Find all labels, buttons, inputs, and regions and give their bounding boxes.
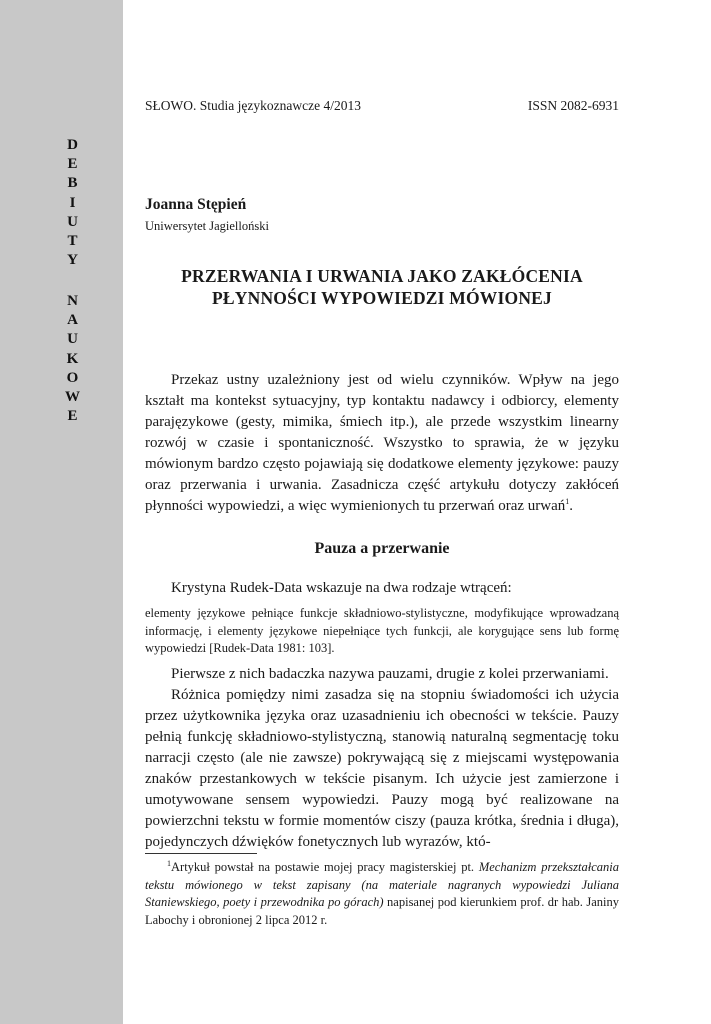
sidebar-letter: O	[66, 369, 79, 386]
article-title	[145, 265, 619, 309]
footnote-ref: 1	[565, 497, 570, 506]
journal-title: SŁOWO. Studia językoznawcze 4/2013	[145, 98, 361, 113]
sidebar-letter: N	[67, 293, 78, 309]
sidebar-letter: B	[67, 175, 78, 192]
footnote-text: napisanej pod kierunkiem prof. dr hab. Janiny Labochy i obronionej 2 lipca 2012 r.	[145, 895, 619, 927]
body-paragraph: Pierwsze z nich badaczka nazywa pauzami, drugie z kolei przerwaniami.	[171, 666, 609, 682]
sidebar-letter: Y	[67, 252, 78, 269]
sidebar-letter: A	[67, 312, 78, 329]
section-intro	[145, 578, 619, 599]
section-body	[145, 664, 619, 853]
sidebar-letter: U	[67, 213, 78, 230]
sidebar-letter: I	[69, 194, 76, 211]
sidebar-letter: U	[67, 331, 78, 348]
sidebar-label-debiuty	[0, 136, 145, 270]
quote-text: elementy językowe pełniące funkcje składniowo-stylistyczne, modyfikujące wprowadzaną informację, i elementy językowe niepełniące tych funkcji, ale korygujące sens lub formę wypowiedzi [Rudek-Data 1981: 103].	[145, 606, 619, 655]
title-line: PRZERWANIA I URWANIA JAKO ZAKŁÓCENIA	[181, 266, 583, 286]
sidebar-letter: E	[67, 156, 78, 173]
footnote-mark: 1	[167, 858, 171, 868]
abstract-end: .	[569, 498, 574, 514]
abstract-text: Przekaz ustny uzależniony jest od wielu czynników. Wpływ na jego kształt ma kontekst sytuacyjny, typ kontaktu nadawcy i odbiorcy, elementy parajęzykowe (gesty, mimika, śmiech itp.), ale przede wszystkim linearny rozwój w czasie i spontaniczność. Wszystko to sprawia, że w języku mówionym bardzo często pojawiają się dodatkowe elementy językowe: pauzy oraz przerwania i urwania. Zasadnicza część artykułu dotyczy zakłóceń płynności wypowiedzi, a więc wymienionych tu przerwań oraz urwań	[145, 372, 619, 514]
intro-paragraph: Krystyna Rudek-Data wskazuje na dwa rodzaje wtrąceń:	[171, 580, 512, 596]
sidebar-letter: W	[65, 389, 80, 406]
sidebar-letter: E	[67, 408, 78, 425]
author-name: Joanna Stępień	[145, 196, 247, 213]
author-affiliation: Uniwersytet Jagielloński	[145, 219, 269, 233]
title-line: PŁYNNOŚCI WYPOWIEDZI MÓWIONEJ	[212, 288, 552, 308]
running-header	[145, 98, 619, 114]
block-quote	[145, 605, 619, 658]
footnote-text: Artykuł powstał na postawie mojej pracy magisterskiej pt.	[171, 860, 479, 874]
abstract	[145, 370, 619, 517]
footnote	[145, 859, 619, 929]
sidebar-label-naukowe	[0, 292, 145, 426]
sidebar-letter: D	[67, 137, 78, 153]
sidebar-letter: T	[67, 233, 78, 250]
section-heading: Pauza a przerwanie	[314, 540, 450, 557]
sidebar-letter: K	[66, 350, 79, 367]
footnote-title: Mechanizm przekształcania tekstu mówionego w tekst zapisany (na materiale nagranych wypowiedzi Juliana Staniewskiego, poety i przewodnika po górach)	[145, 860, 619, 909]
issn: ISSN 2082-6931	[527, 98, 619, 113]
footnote-rule	[145, 853, 257, 854]
body-paragraph: Różnica pomiędzy nimi zasadza się na stopniu świadomości ich użycia przez użytkownika języka oraz uzasadnieniu ich obecności w tekście. Pauzy pełnią funkcję składniowo-stylistyczną, stanowią naturalną segmentację toku narracji często (ale nie zawsze) pokrywającą się z miejscami występowania znaków przestankowych w tekście pisanym. Ich użycie jest zamierzone i umotywowane sensem wypowiedzi. Pauzy mogą być realizowane na powierzchni tekstu w formie momentów ciszy (pauza krótka, średnia i długa), pojedynczych dźwięków fonetycznych lub wyrazów, któ-	[145, 687, 619, 850]
